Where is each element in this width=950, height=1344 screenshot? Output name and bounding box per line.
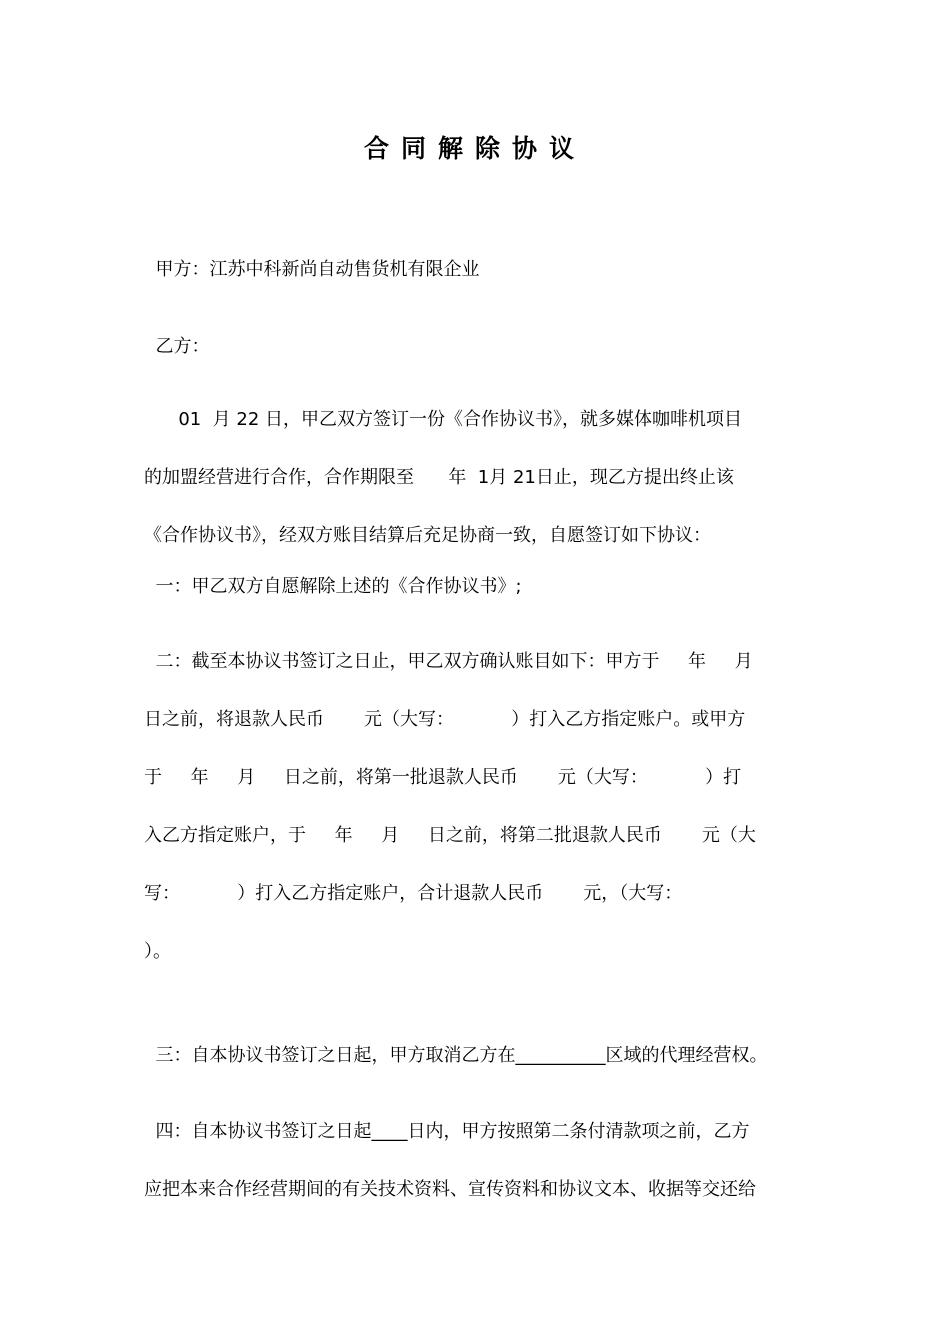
clause-2-line: 入乙方指定账户，于 年 月 日之前，将第二批退款人民币 元（大 [144, 825, 756, 846]
clause-3-line: 三：自本协议书签订之日起，甲方取消乙方在__________区域的代理经营权。 [144, 1045, 768, 1066]
clause-2-line: 日之前，将退款人民币 元（大写： ）打入乙方指定账户。或甲方 [144, 709, 746, 730]
clause-4-line: 应把本来合作经营期间的有关技术资料、宣传资料和协议文本、收据等交还给 [144, 1179, 756, 1200]
document-title: 合同解除协议 [363, 134, 586, 163]
clause-1-line: 一：甲乙双方自愿解除上述的《合作协议书》; [144, 576, 522, 597]
paragraph-line: 《合作协议书》，经双方账目结算后充足协商一致，自愿签订如下协议： [144, 525, 711, 546]
clause-2-line: ）。 [144, 941, 171, 962]
paragraph-line: 01 月 22 日，甲乙双方签订一份《合作协议书》，就多媒体咖啡机项目 [144, 409, 743, 430]
party-a-line: 甲方：江苏中科新尚自动售货机有限企业 [144, 259, 480, 280]
clause-4-line: 四：自本协议书签订之日起____日内，甲方按照第二条付清款项之前，乙方 [144, 1121, 750, 1142]
clause-2-line: 二：截至本协议书签订之日止，甲乙双方确认账目如下：甲方于 年 月 [144, 651, 753, 672]
clause-2-line: 于 年 月 日之前，将第一批退款人民币 元（大写： ）打 [144, 767, 742, 788]
paragraph-line: 的加盟经营进行合作，合作期限至 年 1月 21日止，现乙方提出终止该 [144, 467, 734, 488]
party-b-line: 乙方： [144, 336, 210, 357]
clause-2-line: 写： ）打入乙方指定账户，合计退款人民币 元，（大写： [144, 883, 683, 904]
